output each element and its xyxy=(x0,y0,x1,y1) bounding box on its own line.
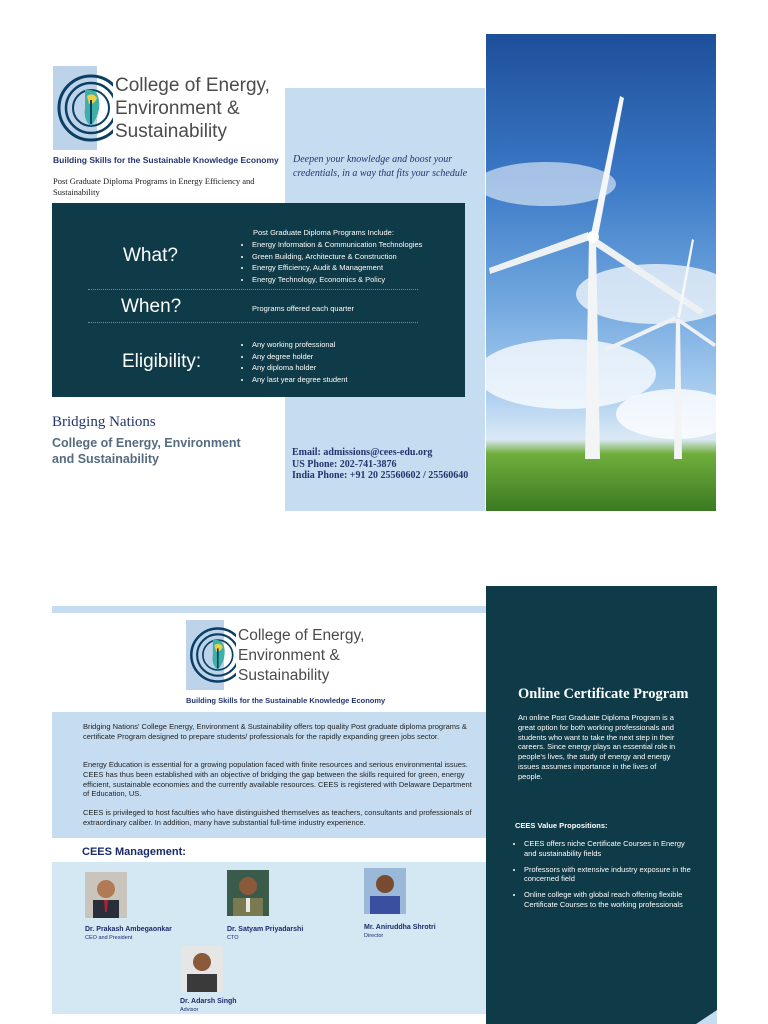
college-line2: and Sustainability xyxy=(52,452,159,466)
online-certificate-panel xyxy=(486,586,717,1024)
intro-paragraph: Energy Education is essential for a growing population faced with finite resources and serious environmental issues. CEES has thus been established with an objective of bridging the gap between the skills required for green, energy efficient, sustainable economies and the currently available resources. CEES is registered with Delaware Department of Education, US. xyxy=(83,760,472,799)
logo-emblem-icon xyxy=(188,623,236,687)
person-role: Director xyxy=(364,933,384,939)
corner-decoration xyxy=(676,1006,717,1024)
avatar xyxy=(364,868,406,914)
wind-turbine-photo xyxy=(486,34,716,511)
intro-section xyxy=(52,712,486,838)
logo-tagline: Building Skills for the Sustainable Knowledge Economy xyxy=(53,155,279,165)
when-text: Programs offered each quarter xyxy=(252,304,355,313)
india-phone: India Phone: +91 20 25560602 / 25560640 xyxy=(292,470,469,481)
logo-emblem-icon xyxy=(55,70,113,146)
promo-text: Deepen your knowledge and boost your credentials, in a way that fits your schedule xyxy=(293,154,468,179)
value-proposition-item: • CEES offers niche Certificate Courses in Energy and sustainability fields xyxy=(524,839,694,859)
management-title: CEES Management: xyxy=(82,846,186,858)
what-list xyxy=(242,239,462,285)
wind-turbine-icon xyxy=(486,34,716,511)
logo-line2: Environment & xyxy=(238,647,340,664)
value-propositions-title: CEES Value Propositions: xyxy=(515,821,608,830)
intro-paragraph: CEES is privileged to host faculties who have distinguished themselves as teachers, consultants and professionals of extraordinary caliber. In addition, many have substantial full-time industry experience. xyxy=(83,808,472,827)
logo-line1: College of Energy, xyxy=(115,75,270,96)
logo-line1: College of Energy, xyxy=(238,627,365,644)
logo-line3: Sustainability xyxy=(238,667,330,684)
logo-line2: Environment & xyxy=(115,98,240,119)
eligibility-label: Eligibility: xyxy=(122,351,202,372)
eligibility-list xyxy=(242,339,442,385)
page1-subtitle: Post Graduate Diploma Programs in Energy Efficiency and Sustainability xyxy=(53,176,255,197)
what-label: What? xyxy=(123,245,178,266)
eligibility-item: • Any diploma holder xyxy=(252,362,442,374)
divider xyxy=(88,289,418,290)
intro-paragraph: Bridging Nations' College Energy, Environment & Sustainability offers top quality Post graduate diploma programs & certificate Program designed to prepare students/ professionals for the rapidly expanding green jobs sector. xyxy=(83,722,467,741)
college-name xyxy=(52,435,241,467)
logo-tagline: Building Skills for the Sustainable Knowledge Economy xyxy=(186,696,386,705)
avatar xyxy=(181,946,223,992)
ocp-text: An online Post Graduate Diploma Program is a great option for both working professionals and students who want to take the next step in their careers. Since energy plays an essential role in people's lives, the study of energy and energy issues assumes importance in the lives of people. xyxy=(518,713,676,781)
eligibility-item: • Any degree holder xyxy=(252,351,442,363)
eligibility-item: • Any last year degree student xyxy=(252,374,442,386)
divider xyxy=(88,322,418,323)
what-item: • Energy Information & Communication Technologies xyxy=(252,239,462,251)
logo xyxy=(186,620,386,692)
person-role: CTO xyxy=(227,935,239,941)
person-role: Advisor xyxy=(180,1007,199,1013)
bridging-nations-title: Bridging Nations xyxy=(52,414,156,430)
value-proposition-item: • Online college with global reach offering flexible Certificate Courses to the working professionals xyxy=(524,890,694,910)
email-link[interactable]: Email: admissions@cees-edu.org xyxy=(292,447,433,458)
us-phone: US Phone: 202-741-3876 xyxy=(292,458,397,470)
contact-block xyxy=(292,447,468,482)
when-label: When? xyxy=(121,296,182,317)
logo xyxy=(53,66,283,152)
person-name: Dr. Adarsh Singh xyxy=(180,998,237,1005)
value-proposition-item: • Professors with extensive industry exposure in the concerned field xyxy=(524,865,694,885)
person-name: Dr. Prakash Ambegaonkar xyxy=(85,926,172,933)
eligibility-item: • Any working professional xyxy=(252,339,442,351)
page2-top-bar xyxy=(52,606,486,613)
ocp-title: Online Certificate Program xyxy=(518,686,689,702)
what-intro: Post Graduate Diploma Programs Include: xyxy=(253,228,394,237)
college-line1: College of Energy, Environment xyxy=(52,436,241,450)
person-name: Mr. Aniruddha Shrotri xyxy=(364,924,436,931)
value-propositions-list xyxy=(514,839,694,910)
person-role: CEO and President xyxy=(85,935,133,941)
what-item: • Green Building, Architecture & Construction xyxy=(252,251,462,263)
logo-line3: Sustainability xyxy=(115,121,227,142)
program-info-box xyxy=(52,203,465,397)
what-item: • Energy Technology, Economics & Policy xyxy=(252,274,462,286)
avatar xyxy=(85,872,127,918)
what-item: • Energy Efficiency, Audit & Management xyxy=(252,262,462,274)
avatar xyxy=(227,870,269,916)
person-name: Dr. Satyam Priyadarshi xyxy=(227,926,304,933)
